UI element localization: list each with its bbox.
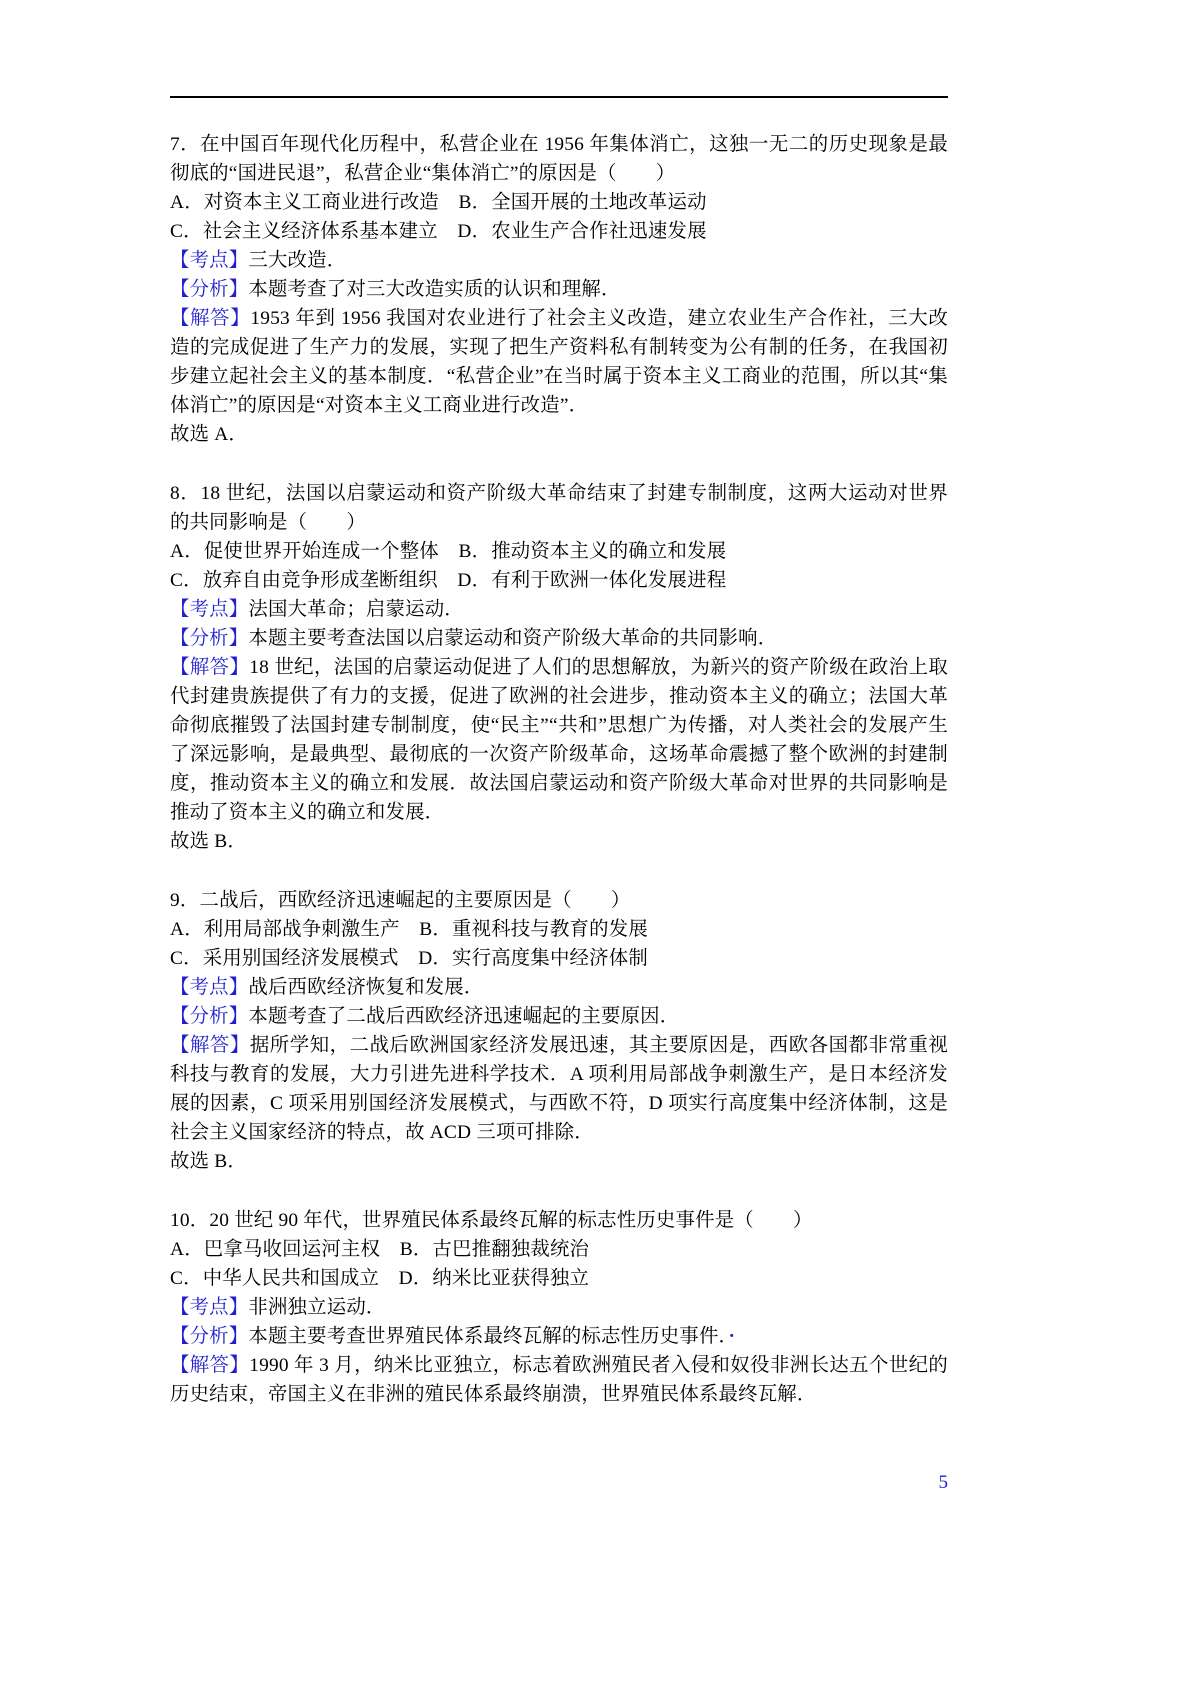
kaodian-label: 【考点】 xyxy=(170,599,249,620)
fenxi-label: 【分析】 xyxy=(170,279,249,300)
options-line-ab: A．巴拿马收回运河主权 B．古巴推翻独裁统治 xyxy=(170,1239,590,1260)
fenxi-label: 【分析】 xyxy=(170,1326,249,1347)
jieda-text: 1990 年 3 月，纳米比亚独立，标志着欧洲殖民者入侵和奴役非洲长达五个世纪的历史结束，帝国主义在非洲的殖民体系最终崩溃，世界殖民体系最终瓦解． xyxy=(170,1355,948,1405)
kaodian-line xyxy=(170,1293,948,1322)
answer-conclusion: 故选 B． xyxy=(170,831,247,852)
kaodian-label: 【考点】 xyxy=(170,977,249,998)
options-line-cd: C．社会主义经济体系基本建立 D．农业生产合作社迅速发展 xyxy=(170,221,707,242)
kaodian-line xyxy=(170,973,948,1002)
page-number: 5 xyxy=(938,1472,948,1493)
question-stem: 9．二战后，西欧经济迅速崛起的主要原因是（ ） xyxy=(170,890,631,911)
options-line-ab: A．促使世界开始连成一个整体 B．推动资本主义的确立和发展 xyxy=(170,541,727,562)
kaodian-line xyxy=(170,246,948,275)
kaodian-text: 三大改造． xyxy=(248,250,347,271)
answer-conclusion: 故选 B． xyxy=(170,1151,247,1172)
question-block-8 xyxy=(170,479,948,856)
options-line-cd: C．采用别国经济发展模式 D．实行高度集中经济体制 xyxy=(170,948,648,969)
kaodian-text: 非洲独立运动． xyxy=(248,1297,386,1318)
options-line-ab: A．利用局部战争刺激生产 B．重视科技与教育的发展 xyxy=(170,919,648,940)
jieda-line xyxy=(170,653,948,827)
options-line-cd: C．放弃自由竞争形成垄断组织 D．有利于欧洲一体化发展进程 xyxy=(170,570,727,591)
jieda-text: 1953 年到 1956 我国对农业进行了社会主义改造，建立农业生产合作社，三大改造的完成促进了生产力的发展，实现了把生产资料私有制转变为公有制的任务，在我国初步建立起社会主义的基本制度．“私营企业”在当时属于资本主义工商业的范围，所以其“集体消亡”的原因是“对资本主义工商业进行改造”． xyxy=(170,308,948,416)
fenxi-text: 本题考查了对三大改造实质的认识和理解． xyxy=(248,279,621,300)
question-block-9 xyxy=(170,886,948,1176)
fenxi-label: 【分析】 xyxy=(170,628,249,649)
fenxi-text: 本题主要考查世界殖民体系最终瓦解的标志性历史事件． xyxy=(248,1326,729,1347)
question-stem: 7．在中国百年现代化历程中，私营企业在 1956 年集体消亡，这独一无二的历史现象是最彻底的“国进民退”，私营企业“集体消亡”的原因是（ ） xyxy=(170,134,948,184)
kaodian-label: 【考点】 xyxy=(170,250,249,271)
jieda-line xyxy=(170,1031,948,1147)
fenxi-line xyxy=(170,1002,948,1031)
fenxi-line xyxy=(170,624,948,653)
jieda-line xyxy=(170,1351,948,1409)
question-block-10 xyxy=(170,1206,948,1409)
content-area xyxy=(170,96,948,1409)
kaodian-line xyxy=(170,595,948,624)
fenxi-text: 本题主要考查法国以启蒙运动和资产阶级大革命的共同影响． xyxy=(248,628,778,649)
question-block-7 xyxy=(170,130,948,449)
kaodian-label: 【考点】 xyxy=(170,1297,249,1318)
jieda-line xyxy=(170,304,948,420)
options-line-ab: A．对资本主义工商业进行改造 B．全国开展的土地改革运动 xyxy=(170,192,707,213)
kaodian-text: 战后西欧经济恢复和发展． xyxy=(248,977,484,998)
fenxi-text: 本题考查了二战后西欧经济迅速崛起的主要原因． xyxy=(248,1006,680,1027)
fenxi-label: 【分析】 xyxy=(170,1006,249,1027)
question-stem: 8．18 世纪，法国以启蒙运动和资产阶级大革命结束了封建专制制度，这两大运动对世界的共同影响是（ ） xyxy=(170,483,948,533)
header-rule xyxy=(170,96,948,98)
options-line-cd: C．中华人民共和国成立 D．纳米比亚获得独立 xyxy=(170,1268,590,1289)
fenxi-line xyxy=(170,275,948,304)
jieda-text: 18 世纪，法国的启蒙运动促进了人们的思想解放，为新兴的资产阶级在政治上取代封建贵族提供了有力的支援，促进了欧洲的社会进步，推动资本主义的确立；法国大革命彻底摧毁了法国封建专制制度，使“民主”“共和”思想广为传播，对人类社会的发展产生了深远影响，是最典型、最彻底的一次资产阶级革命，这场革命震撼了整个欧洲的封建制度，推动资本主义的确立和发展．故法国启蒙运动和资产阶级大革命对世界的共同影响是推动了资本主义的确立和发展． xyxy=(170,657,948,823)
question-stem: 10．20 世纪 90 年代，世界殖民体系最终瓦解的标志性历史事件是（ ） xyxy=(170,1210,813,1231)
jieda-label: 【解答】 xyxy=(170,1355,250,1376)
jieda-label: 【解答】 xyxy=(170,308,251,329)
jieda-label: 【解答】 xyxy=(170,657,250,678)
fenxi-line xyxy=(170,1322,948,1351)
footnote-dot: · xyxy=(728,1326,736,1347)
jieda-label: 【解答】 xyxy=(170,1035,250,1056)
kaodian-text: 法国大革命；启蒙运动． xyxy=(248,599,464,620)
jieda-text: 据所学知，二战后欧洲国家经济发展迅速，其主要原因是，西欧各国都非常重视科技与教育的发展，大力引进先进科学技术．A 项利用局部战争刺激生产，是日本经济发展的因素，C 项采用别国经济发展模式，与西欧不符，D 项实行高度集中经济体制，这是社会主义国家经济的特点，故 ACD 三项可排除． xyxy=(170,1035,948,1143)
answer-conclusion: 故选 A． xyxy=(170,424,249,445)
